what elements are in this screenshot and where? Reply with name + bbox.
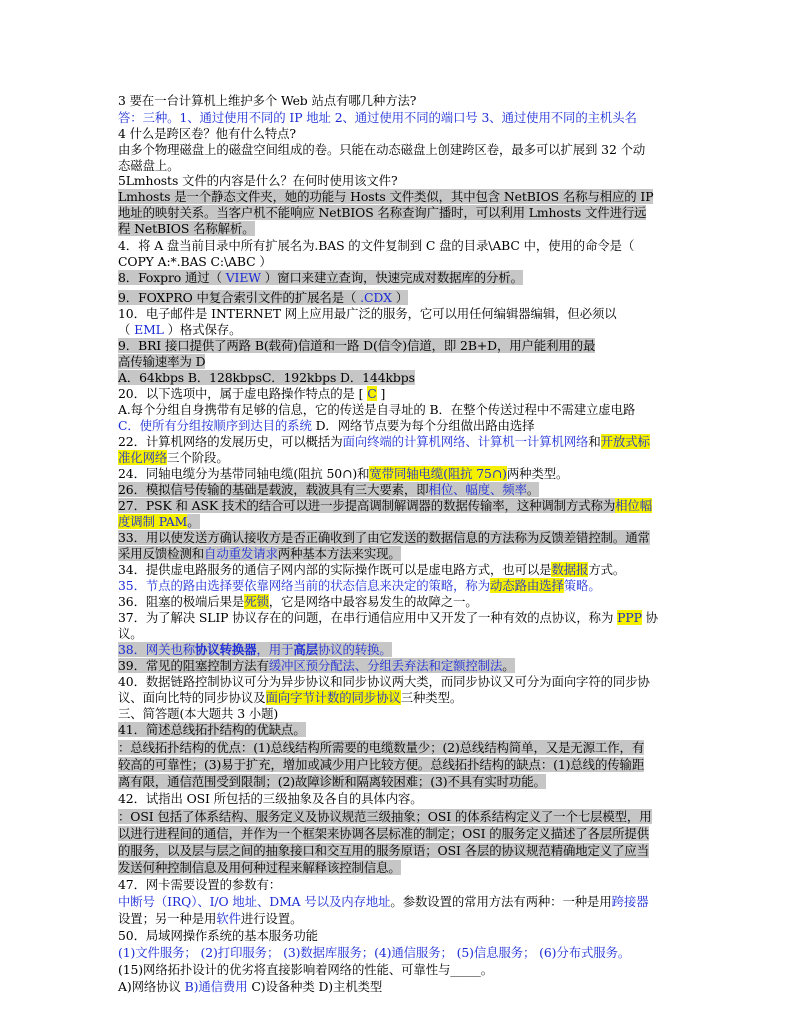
answer-copy-command: COPY A:*.BAS C:\ABC ） <box>118 254 272 269</box>
question-bri-options: A．64kbps B．128kbpsC．192kbps D．144kbps <box>118 370 415 385</box>
question-27-line-1: 27．PSK 和 ASK 技术的结合可以进一步提高调制解调器的数据传输率，这种调制方式称为相位幅 <box>118 498 653 513</box>
question-email-line-2: （ EML ）格式保存。 <box>118 322 242 337</box>
answer-5-line-2: 地址的映射关系。当客户机不能响应 NetBIOS 名称查询广播时，可以利用 Lmhosts 文件进行远 <box>118 205 647 220</box>
question-20: 20．以下选项中，属于虚电路操作特点的是 [ C ] <box>118 386 386 401</box>
question-34: 34．提供虚电路服务的通信子网内部的实际操作既可以是虚电路方式，也可以是数据报方式。 <box>118 562 626 577</box>
question-37-line-2: 议。 <box>118 626 143 641</box>
answer-41-line-1: ：总线拓扑结构的优点：(1)总线结构所需要的电缆数量少；(2)总线结构简单，又是无源工作，有 <box>118 740 645 755</box>
answer-42-line-2: 以进行进程间的通信，并作为一个框架来协调各层标准的制定；OSI 的服务定义描述了各层所提供 <box>118 826 649 841</box>
question-foxpro-index: 9．FOXPRO 中复合索引文件的扩展名是（ .CDX ） <box>118 290 409 305</box>
answer-5-line-3: 程 NetBIOS 名称解析。 <box>118 221 255 236</box>
answer-4-line-1: 由多个物理磁盘上的磁盘空间组成的卷。只能在动态磁盘上创建跨区卷，最多可以扩展到 32 个动 <box>118 142 646 157</box>
question-35: 35．节点的路由选择要依靠网络当前的状态信息来决定的策略，称为动态路由选择策略。 <box>118 578 601 593</box>
question-email-line-1: 10．电子邮件是 INTERNET 网上应用最广泛的服务，它可以用任何编辑器编辑，但必须以 <box>118 306 617 321</box>
question-50: 50．局域网操作系统的基本服务功能 <box>118 928 318 943</box>
section-heading-short-answer: 三、简答题(本大题共 3 小题) <box>118 706 279 721</box>
answer-50: (1)文件服务； (2)打印服务； (3)数据库服务；(4)通信服务； (5)信息服务； (6)分布式服务。 <box>118 945 631 960</box>
question-foxpro-view: 8．Foxpro 通过（ VIEW ）窗口来建立查询，快速完成对数据库的分析。 <box>118 270 523 285</box>
question-5: 5Lmhosts 文件的内容是什么？在何时使用该文件? <box>118 173 398 188</box>
question-22-line-2: 准化网络三个阶段。 <box>118 450 229 465</box>
question-41: 41．简述总线拓扑结构的优缺点。 <box>118 722 306 737</box>
question-22-line-1: 22．计算机网络的发展历史，可以概括为面向终端的计算机网络、计算机一计算机网络和开放式标 <box>118 434 650 449</box>
question-bri-line-2: 高传输速率为 D <box>118 354 206 369</box>
answer-42-line-4: 发送何种控制信息及用何种过程来解释该控制信息。 <box>118 860 401 875</box>
question-24: 24．同轴电缆分为基带同轴电缆(阻抗 50∩)和宽带同轴电缆(阻抗 75∩)两种类型。 <box>118 466 569 481</box>
question-40-line-2: 议、面向比特的同步协议及面向字节计数的同步协议三种类型。 <box>118 690 463 705</box>
answer-42-line-3: 的服务，以及层与层之间的抽象接口和交互用的服务原语；OSI 各层的协议规范精确地定义了应当 <box>118 843 649 858</box>
question-20-options-a-b: A.每个分组自身携带有足够的信息，它的传送是自寻址的 B．在整个传送过程中不需建立虚电路 <box>118 402 636 417</box>
answer-4-line-2: 态磁盘上。 <box>118 158 180 173</box>
question-37-line-1: 37．为了解决 SLIP 协议存在的问题，在串行通信应用中又开发了一种有效的点协议，称为 PPP 协 <box>118 610 658 625</box>
question-15: (15)网络拓扑设计的优劣将直接影响着网络的性能、可靠性与_____。 <box>118 962 494 977</box>
question-27-line-2: 度调制 PAM。 <box>118 514 200 529</box>
question-26: 26．模拟信号传输的基础是载波，载波具有三大要素，即相位、幅度、频率。 <box>118 482 540 497</box>
answer-41-line-3: 离有限，通信范围受到限制；(2)故障诊断和隔离较困难；(3)不具有实时功能。 <box>118 774 546 789</box>
answer-47-line-2: 设置；另一种是用软件进行设置。 <box>118 911 303 926</box>
question-bri-line-1: 9．BRI 接口提供了两路 B(载荷)信道和一路 D(信令)信道，即 2B+D，用户能利用的最 <box>118 338 596 353</box>
answer-42-line-1: ：OSI 包括了体系结构、服务定义及协议规范三级抽象；OSI 的体系结构定义了一个七层模型，用 <box>118 809 652 824</box>
question-15-options: A)网络协议 B)通信费用 C)设备种类 D)主机类型 <box>118 979 383 994</box>
question-42: 42．试指出 OSI 所包括的三级抽象及各自的具体内容。 <box>118 791 423 806</box>
question-39: 39．常见的阻塞控制方法有缓冲区预分配法、分组丢弃法和定额控制法。 <box>118 658 515 673</box>
question-36: 36．阻塞的极端后果是死锁，它是网络中最容易发生的故障之一。 <box>118 594 478 609</box>
question-47: 47．网卡需要设置的参数有： <box>118 877 282 892</box>
question-33-line-1: 33．用以使发送方确认接收方是否正确收到了由它发送的数据信息的方法称为反馈差错控制。通常 <box>118 530 650 545</box>
answer-41-line-2: 较高的可靠性；(3)易于扩充，增加或减少用户比较方便。总线拓扑结构的缺点：(1)总线的传输距 <box>118 757 645 772</box>
answer-3: 答：三种。1、通过使用不同的 IP 地址 2、通过使用不同的端口号 3、通过使用不同的主机头名 <box>118 110 637 125</box>
question-20-options-c-d: C．使所有分组按顺序到达目的系统 D．网络节点要为每个分组做出路由选择 <box>118 418 535 433</box>
answer-47-line-1: 中断号（IRQ）、I/O 地址、DMA 号以及内存地址。参数设置的常用方法有两种：一种是用跨接器 <box>118 894 649 909</box>
answer-5-line-1: Lmhosts 是一个静态文件夹，她的功能与 Hosts 文件类似，其中包含 NetBIOS 名称与相应的 IP <box>118 189 654 204</box>
question-4: 4 什么是跨区卷？他有什么特点? <box>118 126 296 141</box>
question-copy-command: 4．将 A 盘当前目录中所有扩展名为.BAS 的文件复制到 C 盘的目录\ABC 中，使用的命令是（ <box>118 238 635 253</box>
question-38: 38．网关也称协议转换器，用于高层协议的转换。 <box>118 642 392 657</box>
question-40-line-1: 40．数据链路控制协议可分为异步协议和同步协议两大类，而同步协议又可分为面向字符的同步协 <box>118 674 650 689</box>
question-33-line-2: 采用反馈检测和自动重发请求两种基本方法来实现。 <box>118 546 401 561</box>
question-3: 3 要在一台计算机上维护多个 Web 站点有哪几种方法? <box>118 93 417 108</box>
